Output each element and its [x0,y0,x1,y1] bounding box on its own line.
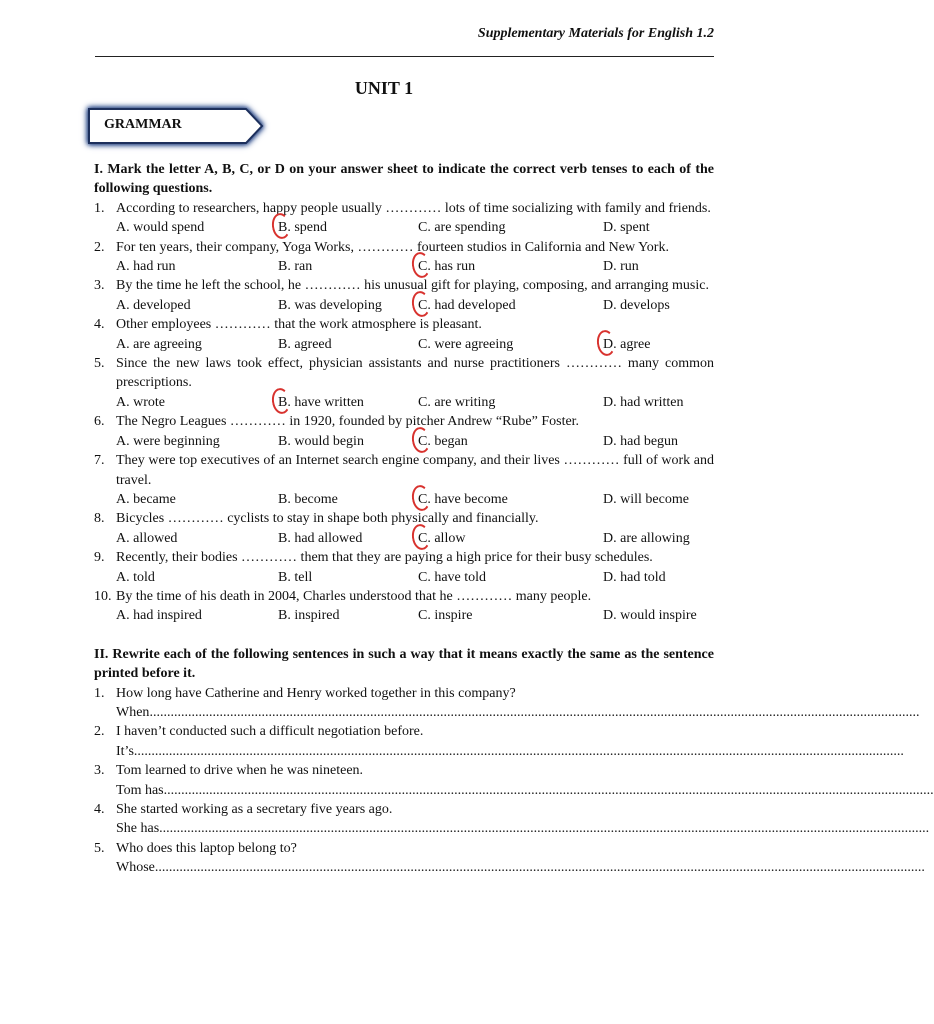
rewrite-number: 3. [94,763,105,779]
answer-option[interactable] [116,335,278,354]
answer-options [94,335,714,354]
answer-option-label: C. has run [418,259,476,275]
answer-option[interactable] [116,393,278,412]
answer-option-label: C. had developed [418,297,516,313]
answer-option-label: D. had told [603,569,666,585]
answer-options [94,393,714,412]
answer-option[interactable] [418,432,603,451]
answer-option-label: A. wrote [116,394,165,410]
grammar-label: GRAMMAR [104,117,182,132]
header-rule [95,56,714,57]
answer-option-label: B. had allowed [278,530,363,546]
question-number: 5. [94,356,105,372]
answer-option[interactable] [116,490,278,509]
question [94,509,714,528]
answer-dots: ............................................................................................................................................................................................................................ [163,782,934,798]
answer-option[interactable] [116,257,278,276]
question-text: By the time of his death in 2004, Charles understood that he ………… many people. [116,588,592,604]
answer-option-label: A. developed [116,297,191,313]
rewrite-prompt: When [116,704,150,720]
rewrite-prompt: It’s [116,743,134,759]
answer-option-label: C. allow [418,530,466,546]
rewrite-answer-line[interactable] [94,781,934,800]
question-number: 8. [94,511,105,527]
answer-option-label: A. were beginning [116,433,220,449]
answer-option[interactable] [603,393,713,412]
answer-option-label: C. have told [418,569,487,585]
answer-option[interactable] [603,606,713,625]
answer-option[interactable] [278,529,418,548]
question-text: By the time he left the school, he ………… his unusual gift for playing, composing, and arranging music. [116,278,709,294]
answer-option-label: A. allowed [116,530,178,546]
question [94,548,714,567]
rewrite-number: 5. [94,840,105,856]
answer-option-label: D. will become [603,491,689,507]
answer-option[interactable] [418,218,603,237]
rewrite-sentence: Who does this laptop belong to? [116,840,297,856]
question-number: 3. [94,278,105,294]
question [94,238,714,257]
rewrite-sentence: Tom learned to drive when he was nineteen. [116,763,364,779]
question [94,315,714,334]
answer-option-label: B. tell [278,569,313,585]
answer-option-label: A. told [116,569,155,585]
answer-option[interactable] [116,568,278,587]
answer-option-label: B. was developing [278,297,382,313]
answer-option-label: A. became [116,491,176,507]
rewrite-prompt: Tom has [116,782,164,798]
question-number: 4. [94,317,105,333]
worksheet-content [94,160,934,878]
header-title: Supplementary Materials for English 1.2 [477,26,714,41]
question-text: The Negro Leagues ………… in 1920, founded by pitcher Andrew “Rube” Foster. [116,414,580,430]
answer-dots: ............................................................................................................................................................................................................................ [154,860,925,876]
question [94,276,714,295]
answer-option-label: B. inspired [278,608,340,624]
rewrite-item [94,722,714,741]
rewrite-prompt: Whose [116,860,155,876]
answer-option[interactable] [278,296,418,315]
question-number: 6. [94,414,105,430]
answer-option[interactable] [418,529,603,548]
answer-dots: ............................................................................................................................................................................................................................ [159,821,930,837]
answer-option-label: C. inspire [418,608,473,624]
section1-heading: I. Mark the letter A, B, C, or D on your answer sheet to indicate the correct verb tenses to each of the following questions. [94,162,714,197]
answer-option-label: B. spend [278,220,327,236]
answer-option[interactable] [418,606,603,625]
rewrite-item [94,684,714,703]
answer-option[interactable] [418,568,603,587]
question-number: 9. [94,550,105,566]
question [94,412,714,431]
section2-items [94,684,934,878]
section2-heading: II. Rewrite each of the following sentences in such a way that it means exactly the same as the sentence printed before it. [94,646,714,682]
answer-option[interactable] [603,432,713,451]
question-text: Since the new laws took effect, physician assistants and nurse practitioners ………… many common prescriptions. [116,356,714,391]
answer-option-label: C. have become [418,491,508,507]
answer-option-label: C. were agreeing [418,336,514,352]
rewrite-sentence: I haven’t conducted such a difficult negotiation before. [116,724,424,740]
question-number: 10. [94,588,112,604]
answer-option-label: D. had written [603,394,684,410]
answer-options [94,296,714,315]
rewrite-item [94,800,714,819]
grammar-tag [88,108,264,144]
answer-option[interactable] [418,257,603,276]
answer-option[interactable] [278,490,418,509]
answer-option-label: D. develops [603,297,670,313]
question-text: They were top executives of an Internet search engine company, and their lives ………… full of work and travel. [116,453,714,488]
answer-option-label: A. had run [116,259,176,275]
question-text: Other employees ………… that the work atmosphere is pleasant. [116,317,482,333]
question [94,354,714,393]
answer-option-label: B. have written [278,394,364,410]
answer-option-label: B. ran [278,259,313,275]
answer-option[interactable] [603,218,713,237]
answer-option-label: C. are spending [418,220,506,236]
answer-option[interactable] [603,529,713,548]
rewrite-sentence: How long have Catherine and Henry worked together in this company? [116,685,516,701]
rewrite-prompt: She has [116,821,160,837]
answer-dots: ............................................................................................................................................................................................................................ [133,743,904,759]
answer-option-label: B. would begin [278,433,364,449]
answer-option-label: A. would spend [116,220,205,236]
answer-option-label: C. began [418,433,468,449]
answer-option[interactable] [116,296,278,315]
answer-option[interactable] [603,257,713,276]
rewrite-number: 4. [94,802,105,817]
answer-option[interactable] [603,335,713,354]
section1-questions [94,199,714,626]
question-number: 2. [94,239,105,255]
rewrite-number: 1. [94,685,105,701]
rewrite-sentence: She started working as a secretary five years ago. [116,802,393,817]
answer-option[interactable] [603,296,713,315]
rewrite-answer-line[interactable] [94,819,930,838]
rewrite-answer-line[interactable] [94,858,925,877]
rewrite-answer-line[interactable] [94,742,904,761]
answer-option[interactable] [116,606,278,625]
answer-option-label: D. had begun [603,433,679,449]
answer-options [94,432,714,451]
answer-option[interactable] [278,218,418,237]
question-number: 1. [94,200,105,216]
answer-options [94,490,714,509]
question [94,199,714,218]
answer-option[interactable] [418,296,603,315]
answer-option-label: D. would inspire [603,608,697,624]
answer-option[interactable] [278,393,418,412]
answer-option[interactable] [278,568,418,587]
answer-options [94,568,714,587]
answer-option[interactable] [278,335,418,354]
answer-option[interactable] [278,432,418,451]
answer-option[interactable] [418,393,603,412]
rewrite-item [94,839,714,858]
answer-options [94,257,714,276]
answer-option[interactable] [603,568,713,587]
answer-option-label: D. are allowing [603,530,690,546]
rewrite-item [94,761,714,780]
unit-title: UNIT 1 [354,78,414,98]
answer-option[interactable] [116,432,278,451]
answer-option[interactable] [278,257,418,276]
answer-option-label: D. spent [603,220,650,236]
answer-option-label: B. agreed [278,336,332,352]
question-text: Bicycles ………… cyclists to stay in shape both physically and financially. [116,511,539,527]
answer-option-label: C. are writing [418,394,496,410]
question-text: Recently, their bodies ………… them that they are paying a high price for their busy schedules. [116,550,653,566]
question [94,587,714,606]
answer-option-label: D. agree [603,336,651,352]
answer-option[interactable] [603,490,713,509]
answer-option-label: A. are agreeing [116,336,202,352]
answer-option[interactable] [116,529,278,548]
answer-option[interactable] [278,606,418,625]
answer-options [94,218,714,237]
answer-option-label: B. become [278,491,338,507]
section-gap [94,626,714,645]
question-text: For ten years, their company, Yoga Works, ………… fourteen studios in California and New York. [116,239,669,255]
question-number: 7. [94,453,105,469]
answer-options [94,529,714,548]
answer-option[interactable] [116,218,278,237]
answer-dots: ............................................................................................................................................................................................................................ [149,704,920,720]
question [94,451,714,490]
answer-option[interactable] [418,335,603,354]
question-text: According to researchers, happy people usually ………… lots of time socializing with family and friends. [116,200,711,216]
rewrite-answer-line[interactable] [94,703,920,722]
answer-options [94,606,714,625]
answer-option[interactable] [418,490,603,509]
answer-option-label: D. run [603,259,639,275]
answer-option-label: A. had inspired [116,608,202,624]
rewrite-number: 2. [94,724,105,740]
